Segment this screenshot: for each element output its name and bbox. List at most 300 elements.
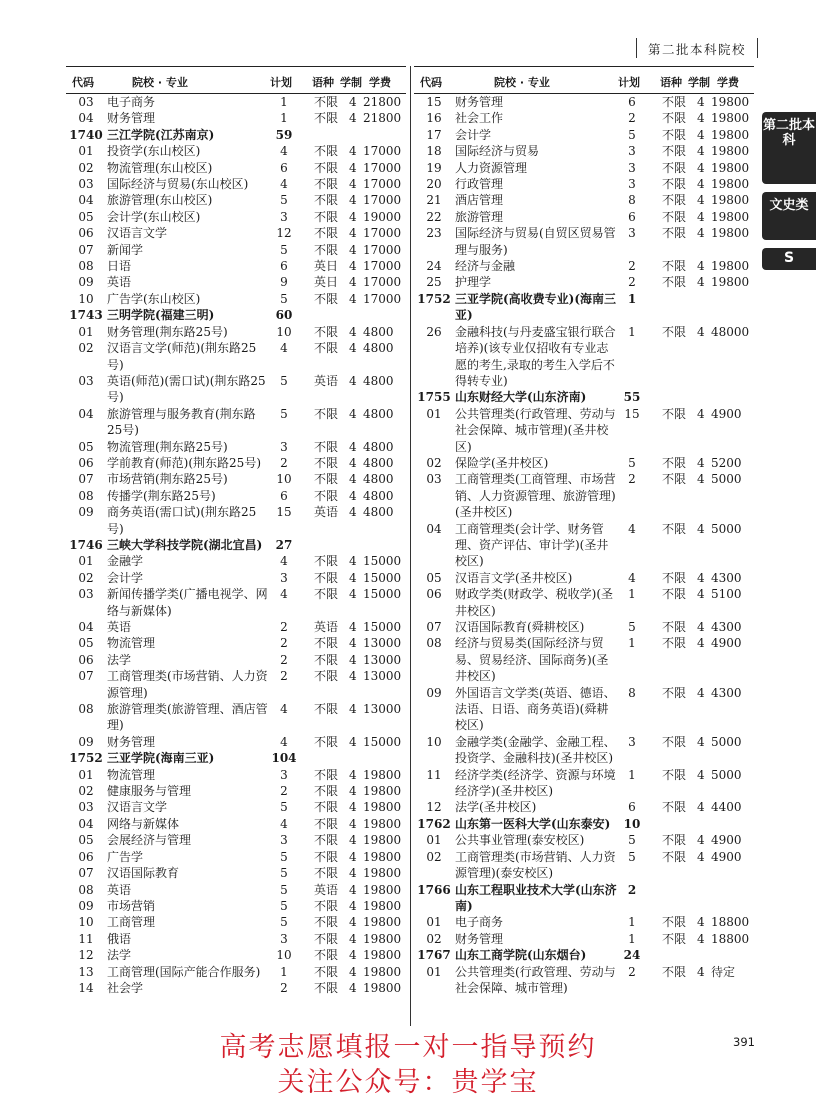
row-length: 4 (697, 406, 705, 421)
row-length: 4 (697, 127, 705, 142)
row-length: 4 (349, 816, 357, 831)
row-length: 4 (349, 652, 357, 667)
row-plan: 3 (628, 226, 636, 241)
row-code: 01 (78, 324, 94, 339)
row-code: 06 (78, 849, 94, 864)
row-plan: 59 (275, 127, 293, 142)
row-plan: 2 (280, 669, 288, 684)
row-length: 4 (349, 488, 357, 503)
major-row (66, 209, 406, 225)
row-fee: 17000 (363, 291, 402, 306)
row-code: 1762 (417, 816, 451, 831)
row-plan: 1 (628, 324, 636, 339)
major-row (414, 635, 754, 684)
row-plan: 3 (628, 734, 636, 749)
row-lang: 不限 (314, 488, 339, 503)
row-lang: 英语 (314, 505, 339, 520)
major-row (414, 274, 754, 290)
row-name: 新闻学 (107, 242, 144, 257)
row-name: 三亚学院(高收费专业)(海南三亚) (455, 291, 617, 323)
major-row (414, 964, 754, 997)
major-row (66, 832, 406, 848)
major-row (66, 160, 406, 176)
row-name: 山东第一医科大学(山东泰安) (455, 816, 611, 831)
row-lang: 不限 (314, 849, 339, 864)
row-length: 4 (697, 160, 705, 175)
row-code: 10 (78, 291, 94, 306)
major-row (414, 192, 754, 208)
row-plan: 4 (280, 177, 288, 192)
row-plan: 2 (280, 620, 288, 634)
row-name: 汉语言文学 (107, 800, 168, 815)
row-plan: 5 (280, 291, 288, 306)
major-row (414, 521, 754, 570)
side-tab-category: 文史类 (762, 192, 816, 240)
row-code: 16 (426, 111, 442, 126)
row-plan: 5 (280, 915, 288, 930)
row-code: 15 (426, 95, 442, 109)
row-code: 07 (78, 669, 94, 684)
row-plan: 8 (628, 193, 636, 208)
row-fee: 19800 (363, 980, 402, 995)
row-length: 4 (349, 702, 357, 717)
row-lang: 不限 (314, 587, 339, 602)
row-lang: 不限 (314, 324, 339, 339)
row-fee: 4300 (711, 570, 742, 585)
row-plan: 2 (628, 275, 636, 290)
row-code: 01 (78, 554, 94, 569)
row-code: 02 (78, 160, 94, 175)
major-row (66, 980, 406, 996)
row-code: 09 (78, 275, 94, 290)
row-name: 工商管理(国际产能合作服务) (107, 964, 261, 979)
row-lang: 不限 (314, 964, 339, 979)
row-plan: 10 (623, 816, 641, 831)
row-plan: 1 (628, 931, 636, 946)
row-plan: 5 (628, 620, 636, 634)
header-lang: 语种 (312, 76, 334, 89)
row-code: 09 (78, 734, 94, 749)
row-code: 12 (78, 948, 94, 963)
row-lang: 不限 (314, 95, 339, 109)
row-name: 护理学 (455, 275, 492, 290)
row-length: 4 (349, 669, 357, 684)
row-name: 行政管理 (455, 177, 504, 192)
row-lang: 不限 (314, 833, 339, 848)
row-lang: 不限 (662, 193, 687, 208)
major-row (414, 914, 754, 930)
row-plan: 6 (628, 95, 636, 109)
row-lang: 英语 (314, 882, 339, 897)
major-row (414, 734, 754, 767)
row-code: 06 (78, 652, 94, 667)
row-code: 05 (78, 636, 94, 651)
row-plan: 2 (280, 784, 288, 799)
row-code: 11 (426, 767, 442, 782)
row-code: 08 (78, 702, 94, 717)
row-length: 4 (697, 931, 705, 946)
row-lang: 不限 (662, 160, 687, 175)
row-plan: 2 (280, 455, 288, 470)
row-lang: 不限 (314, 242, 339, 257)
header-plan: 计划 (270, 76, 292, 89)
major-row (414, 586, 754, 619)
row-lang: 英日 (314, 275, 339, 290)
row-lang: 不限 (314, 734, 339, 749)
row-lang: 不限 (314, 652, 339, 667)
row-length: 4 (349, 505, 357, 520)
row-name: 商务英语(需口试)(荆东路25号) (107, 505, 257, 536)
row-code: 03 (78, 177, 94, 192)
row-code: 02 (426, 931, 442, 946)
row-name: 汉语言文学(师范)(荆东路25号) (107, 341, 257, 372)
row-fee: 4800 (363, 324, 394, 339)
row-lang: 不限 (314, 669, 339, 684)
row-plan: 2 (628, 111, 636, 126)
row-fee: 4800 (363, 455, 394, 470)
major-row (414, 209, 754, 225)
major-row (414, 176, 754, 192)
row-code: 08 (78, 488, 94, 503)
major-row (66, 488, 406, 504)
row-fee: 19800 (711, 209, 750, 224)
row-length: 4 (349, 882, 357, 897)
header-len: 学制 (340, 76, 362, 89)
row-fee: 4900 (711, 406, 742, 421)
row-length: 4 (697, 177, 705, 192)
row-name: 会计学 (455, 127, 492, 142)
row-code: 01 (78, 144, 94, 159)
row-code: 19 (426, 160, 442, 175)
row-fee: 19800 (711, 259, 750, 274)
row-fee: 17000 (363, 193, 402, 208)
major-row (66, 734, 406, 750)
row-name: 法学(圣井校区) (455, 800, 537, 815)
row-lang: 不限 (662, 849, 687, 864)
row-plan: 3 (280, 570, 288, 585)
row-code: 04 (78, 620, 94, 634)
row-code: 08 (426, 636, 442, 651)
row-name: 会计学 (107, 570, 144, 585)
major-row (66, 799, 406, 815)
row-fee: 4800 (363, 406, 394, 421)
row-lang: 不限 (662, 587, 687, 602)
row-name: 英语 (107, 620, 132, 634)
major-row (66, 94, 406, 110)
major-row (414, 110, 754, 126)
row-plan: 6 (280, 259, 288, 274)
row-lang: 不限 (662, 226, 687, 241)
row-length: 4 (697, 259, 705, 274)
row-length: 4 (349, 226, 357, 241)
table-header (414, 66, 754, 94)
row-lang: 不限 (662, 620, 687, 634)
row-fee: 15000 (363, 734, 402, 749)
row-name: 工商管理类(工商管理、市场营销、人力资源管理、旅游管理)(圣井校区) (455, 472, 616, 520)
row-lang: 不限 (314, 866, 339, 881)
row-code: 09 (78, 898, 94, 913)
row-name: 国际经济与贸易(自贸区贸易管理与服务) (455, 226, 616, 257)
row-plan: 5 (280, 882, 288, 897)
row-name: 网络与新媒体 (107, 816, 180, 831)
row-code: 02 (78, 341, 94, 356)
row-name: 汉语国际教育(舜耕校区) (455, 620, 585, 634)
row-fee: 4800 (363, 505, 394, 520)
row-name: 日语 (107, 259, 132, 274)
row-length: 4 (349, 144, 357, 159)
row-name: 财务管理 (107, 111, 156, 126)
row-length: 4 (697, 833, 705, 848)
row-length: 4 (349, 455, 357, 470)
row-length: 4 (349, 472, 357, 487)
row-plan: 1 (627, 291, 637, 306)
row-fee: 13000 (363, 669, 402, 684)
row-fee: 4300 (711, 685, 742, 700)
row-name: 金融学 (107, 554, 144, 569)
row-lang: 不限 (662, 521, 687, 536)
row-lang: 不限 (314, 980, 339, 995)
row-name: 会展经济与管理 (107, 833, 192, 848)
row-length: 4 (697, 800, 705, 815)
row-code: 06 (78, 455, 94, 470)
row-code: 26 (426, 324, 442, 339)
row-fee: 4900 (711, 849, 742, 864)
row-plan: 6 (280, 160, 288, 175)
row-length: 4 (697, 209, 705, 224)
row-plan: 5 (280, 898, 288, 913)
row-fee: 17000 (363, 160, 402, 175)
row-plan: 4 (280, 144, 288, 159)
major-row (66, 110, 406, 126)
major-row (414, 570, 754, 586)
row-lang: 不限 (662, 915, 687, 930)
row-code: 06 (78, 226, 94, 241)
row-code: 07 (78, 242, 94, 257)
school-row (414, 816, 754, 832)
row-plan: 4 (628, 570, 636, 585)
row-name: 国际经济与贸易 (455, 144, 540, 159)
row-name: 汉语言文学(圣井校区) (455, 570, 573, 585)
row-lang: 不限 (662, 570, 687, 585)
row-name: 旅游管理类(旅游管理、酒店管理) (107, 702, 268, 733)
row-lang: 不限 (662, 111, 687, 126)
row-length: 4 (697, 636, 705, 651)
row-fee: 5000 (711, 767, 742, 782)
row-lang: 不限 (662, 259, 687, 274)
row-lang: 不限 (662, 734, 687, 749)
row-fee: 19800 (363, 849, 402, 864)
row-name: 旅游管理 (455, 209, 504, 224)
row-name: 工商管理类(市场营销、人力资源管理)(泰安校区) (455, 849, 616, 881)
row-lang: 不限 (314, 209, 339, 224)
side-tab-batch: 第二批本科 (762, 112, 816, 184)
row-lang: 不限 (314, 406, 339, 421)
major-row (66, 340, 406, 373)
row-name: 人力资源管理 (455, 160, 528, 175)
row-fee: 4400 (711, 800, 742, 815)
row-lang: 不限 (314, 948, 339, 963)
row-length: 4 (697, 144, 705, 159)
row-length: 4 (349, 784, 357, 799)
row-name: 新闻传播学类(广播电视学、网络与新媒体) (107, 587, 268, 618)
row-plan: 24 (623, 948, 641, 963)
row-fee: 19800 (711, 144, 750, 159)
row-length: 4 (349, 259, 357, 274)
row-lang: 不限 (662, 931, 687, 946)
row-plan: 6 (628, 209, 636, 224)
row-lang: 不限 (662, 964, 687, 979)
row-code: 07 (426, 620, 442, 634)
row-name: 工商管理类(市场营销、人力资源管理) (107, 669, 268, 700)
row-name: 三明学院(福建三明) (107, 308, 215, 323)
row-code: 07 (78, 472, 94, 487)
row-plan: 2 (628, 259, 636, 274)
row-code: 04 (78, 816, 94, 831)
row-length: 4 (349, 570, 357, 585)
major-row (414, 767, 754, 800)
row-lang: 不限 (314, 915, 339, 930)
row-fee: 19800 (363, 915, 402, 930)
row-plan: 5 (628, 849, 636, 864)
row-code: 08 (78, 259, 94, 274)
major-row (66, 225, 406, 241)
table-body (66, 94, 406, 996)
row-lang: 不限 (662, 833, 687, 848)
row-name: 财务管理(荆东路25号) (107, 324, 228, 339)
row-lang: 不限 (314, 816, 339, 831)
major-row (414, 94, 754, 110)
major-row (66, 258, 406, 274)
row-fee: 15000 (363, 587, 402, 602)
row-length: 4 (697, 915, 705, 930)
row-plan: 4 (280, 341, 288, 356)
row-plan: 2 (628, 472, 636, 487)
row-name: 金融学类(金融学、金融工程、投资学、金融科技)(圣井校区) (455, 734, 616, 766)
major-row (66, 816, 406, 832)
row-name: 物流管理 (107, 767, 156, 782)
header-name: 院校 · 专业 (494, 76, 550, 89)
row-lang: 不限 (314, 898, 339, 913)
row-code: 1766 (417, 882, 451, 897)
row-plan: 4 (628, 521, 636, 536)
row-fee: 4800 (363, 341, 394, 356)
row-length: 4 (697, 570, 705, 585)
row-code: 01 (426, 964, 442, 979)
school-row (66, 127, 406, 143)
row-name: 社会学 (107, 980, 144, 995)
row-length: 4 (349, 800, 357, 815)
row-fee: 待定 (711, 964, 736, 979)
school-row (414, 947, 754, 963)
row-fee: 15000 (363, 554, 402, 569)
row-plan: 4 (280, 734, 288, 749)
row-plan: 4 (280, 554, 288, 569)
major-row (414, 931, 754, 947)
row-name: 保险学(圣井校区) (455, 455, 549, 470)
row-code: 1767 (417, 948, 451, 963)
row-fee: 5000 (711, 472, 742, 487)
row-length: 4 (697, 849, 705, 864)
watermark-line-1: 高考志愿填报一对一指导预约 (219, 1032, 597, 1063)
row-code: 14 (78, 980, 94, 995)
row-lang: 不限 (314, 439, 339, 454)
major-row (66, 192, 406, 208)
row-plan: 5 (628, 127, 636, 142)
major-row (66, 635, 406, 651)
major-row (414, 324, 754, 390)
row-fee: 17000 (363, 242, 402, 257)
row-lang: 不限 (662, 209, 687, 224)
row-lang: 不限 (662, 95, 687, 109)
row-name: 金融科技(与丹麦盛宝银行联合培养)(该专业仅招收有专业志愿的考生,录取的考生入学后不得转专业) (455, 324, 616, 388)
major-row (66, 914, 406, 930)
row-fee: 15000 (363, 570, 402, 585)
row-plan: 5 (628, 833, 636, 848)
row-name: 市场营销(荆东路25号) (107, 472, 228, 487)
major-row (66, 455, 406, 471)
major-row (66, 143, 406, 159)
row-plan: 2 (628, 964, 636, 979)
major-row (66, 619, 406, 635)
row-plan: 5 (628, 455, 636, 470)
row-name: 旅游管理与服务教育(荆东路25号) (107, 406, 256, 438)
school-row (66, 307, 406, 323)
major-row (66, 931, 406, 947)
row-code: 09 (426, 685, 442, 700)
major-row (66, 964, 406, 980)
major-row (414, 685, 754, 734)
school-row (66, 537, 406, 553)
row-length: 4 (349, 767, 357, 782)
row-lang: 不限 (662, 472, 687, 487)
row-lang: 不限 (662, 685, 687, 700)
row-lang: 不限 (662, 406, 687, 421)
row-length: 4 (349, 439, 357, 454)
row-name: 汉语言文学 (107, 226, 168, 241)
row-fee: 19800 (363, 784, 402, 799)
row-plan: 5 (280, 373, 288, 388)
column-divider (410, 66, 411, 1026)
major-row (414, 849, 754, 882)
row-lang: 不限 (662, 800, 687, 815)
row-fee: 4300 (711, 620, 742, 634)
row-plan: 10 (276, 948, 292, 963)
row-code: 05 (78, 209, 94, 224)
row-fee: 4900 (711, 833, 742, 848)
row-fee: 5000 (711, 521, 742, 536)
major-row (66, 176, 406, 192)
row-length: 4 (349, 324, 357, 339)
major-row (66, 291, 406, 307)
row-name: 三亚学院(海南三亚) (107, 751, 215, 766)
row-length: 4 (349, 193, 357, 208)
row-name: 社会工作 (455, 111, 504, 126)
row-code: 03 (426, 472, 442, 487)
row-length: 4 (349, 866, 357, 881)
major-row (66, 553, 406, 569)
watermark-line-2: 关注公众号：贵学宝 (277, 1067, 539, 1098)
row-code: 23 (426, 226, 442, 241)
row-length: 4 (349, 734, 357, 749)
row-name: 财务管理 (107, 734, 156, 749)
row-code: 02 (426, 455, 442, 470)
row-lang: 不限 (662, 144, 687, 159)
row-fee: 18800 (711, 931, 750, 946)
row-code: 20 (426, 177, 442, 192)
row-length: 4 (349, 160, 357, 175)
row-code: 03 (78, 95, 94, 109)
row-length: 4 (349, 964, 357, 979)
